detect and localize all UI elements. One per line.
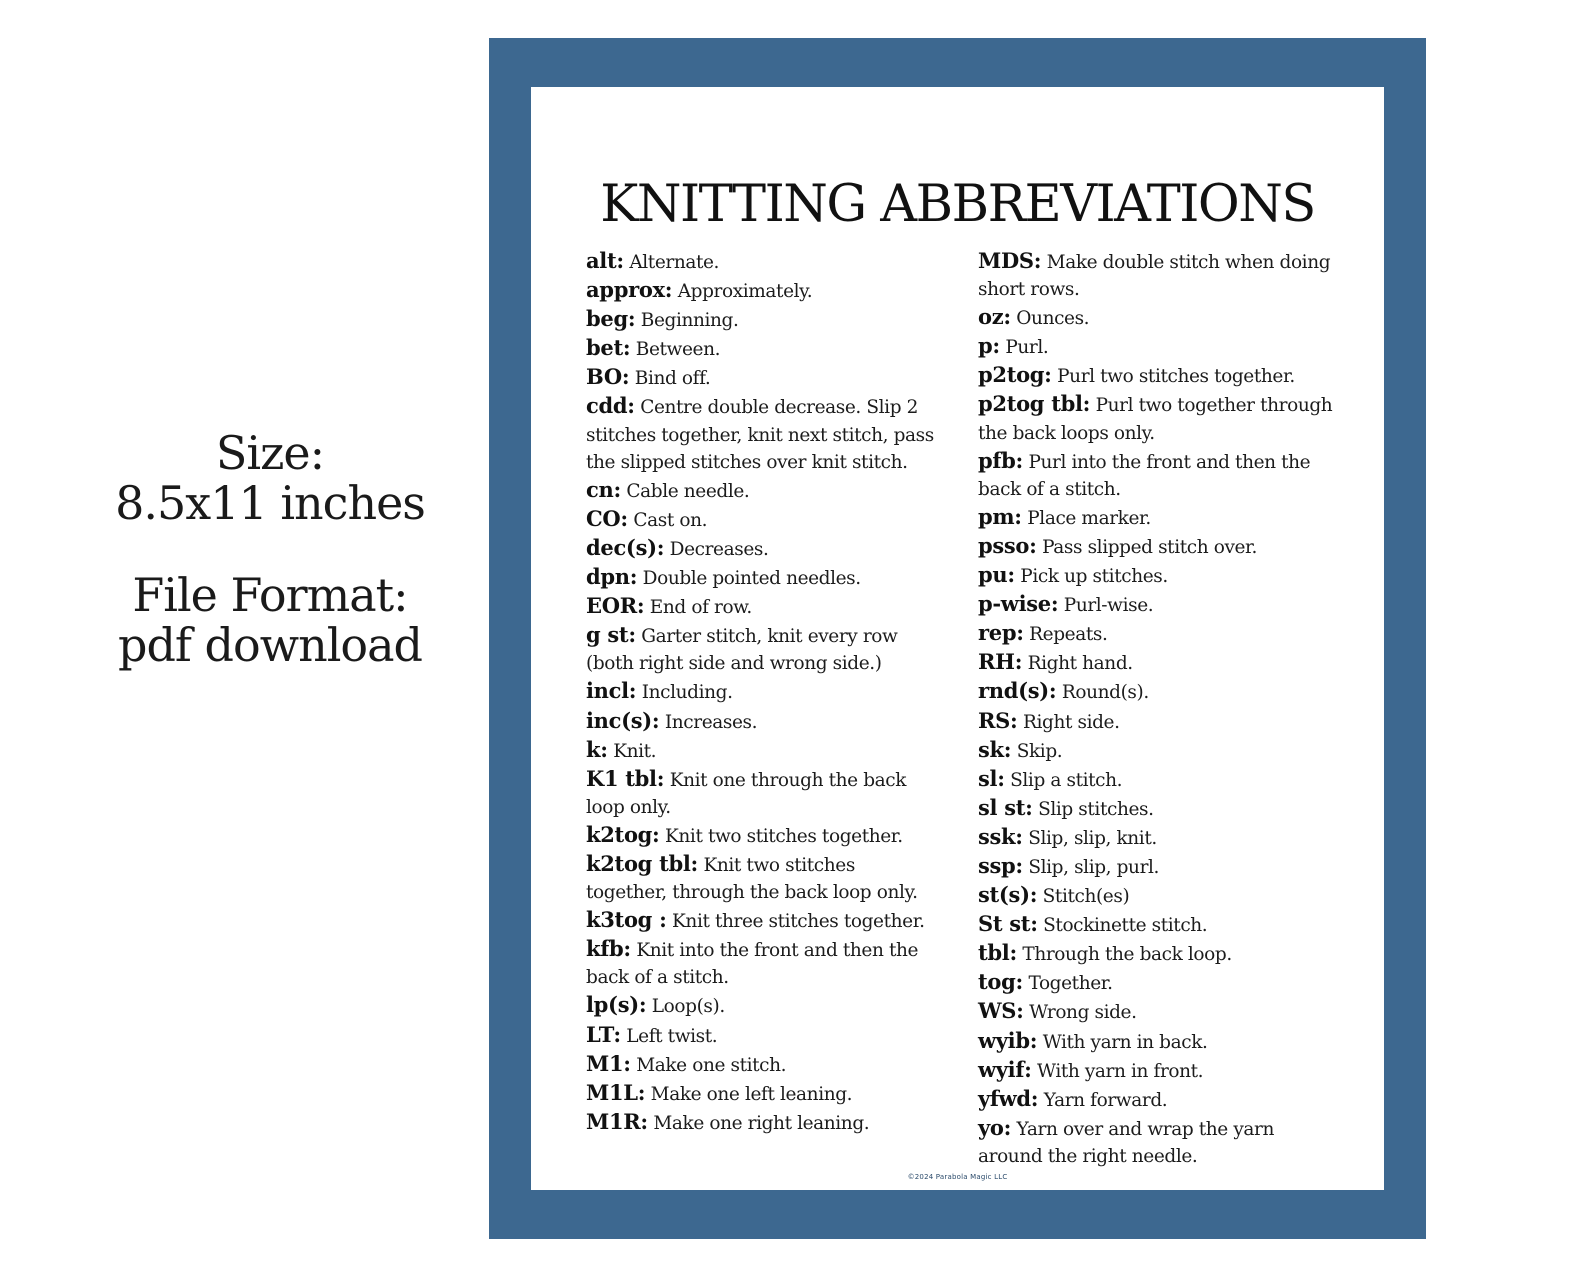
abbreviation-term: cn: [586,476,621,502]
abbreviation-definition: Purl. [1005,337,1049,359]
abbreviation-entry [978,736,1338,765]
abbreviation-entry [978,823,1338,852]
abbreviation-definition: Left twist. [626,1025,718,1047]
abbreviation-entry [978,532,1338,561]
abbreviation-definition: Right side. [1022,711,1120,733]
abbreviation-term: inc(s): [586,707,660,733]
abbreviations-right-column [978,247,1338,1170]
abbreviation-entry [978,968,1338,997]
abbreviations-left-column [586,247,934,1137]
abbreviation-definition: Knit two stitches together. [665,825,903,847]
abbreviation-entry [586,736,934,765]
abbreviation-term: St st: [978,911,1038,937]
abbreviation-definition: Slip, slip, purl. [1028,856,1160,878]
abbreviation-definition: Decreases. [669,538,769,560]
abbreviation-entry [586,765,934,821]
abbreviation-term: pu: [978,562,1015,588]
abbreviation-term: M1R: [586,1108,648,1134]
abbreviation-term: dpn: [586,564,638,590]
abbreviation-term: wyif: [978,1056,1032,1082]
abbreviation-term: pfb: [978,447,1023,473]
product-info [100,428,440,670]
abbreviation-definition: Slip, slip, knit. [1028,827,1157,849]
abbreviation-entry [978,881,1338,910]
abbreviation-definition: Yarn over and wrap the yarn around the right needle. [978,1118,1274,1167]
abbreviation-term: kfb: [586,936,631,962]
abbreviation-term: p2tog: [978,362,1052,388]
size-value: 8.5x11 inches [115,476,425,530]
abbreviation-term: rnd(s): [978,678,1057,704]
abbreviation-entry [978,910,1338,939]
abbreviation-definition: End of row. [649,597,752,619]
abbreviation-definition: Through the back loop. [1022,944,1232,966]
abbreviation-entry [586,906,934,935]
abbreviation-definition: Repeats. [1029,624,1108,646]
abbreviation-entry [586,276,934,305]
abbreviation-term: alt: [586,248,624,273]
abbreviation-entry [978,561,1338,590]
abbreviation-definition: Make double stitch when doing short rows. [978,252,1331,301]
abbreviation-definition: Bind off. [634,368,711,390]
abbreviation-entry [978,619,1338,648]
abbreviation-definition: Purl two together through the back loops only. [978,395,1333,444]
abbreviation-definition: Place marker. [1027,507,1151,529]
abbreviation-entry [586,1079,934,1108]
abbreviation-entry [586,476,934,505]
abbreviation-term: g st: [586,622,636,648]
abbreviation-definition: Right hand. [1027,653,1133,675]
abbreviation-term: BO: [586,364,630,390]
abbreviation-entry [586,505,934,534]
abbreviation-definition: Approximately. [677,281,813,303]
abbreviation-definition: Including. [641,682,733,704]
abbreviation-term: bet: [586,335,631,361]
abbreviation-term: WS: [978,998,1024,1024]
abbreviation-term: k2tog tbl: [586,850,698,876]
abbreviation-entry [586,563,934,592]
abbreviation-definition: Together. [1028,973,1113,995]
abbreviation-definition: Pass slipped stitch over. [1042,536,1257,558]
abbreviation-definition: Pick up stitches. [1020,566,1168,588]
abbreviation-term: ssp: [978,852,1023,878]
abbreviation-definition: Beginning. [640,310,739,332]
abbreviation-term: beg: [586,306,636,332]
abbreviation-definition: Make one left leaning. [650,1083,853,1105]
abbreviation-term: sl: [978,765,1005,791]
format-value: pdf download [118,618,422,672]
abbreviation-term: cdd: [586,393,635,419]
abbreviation-entry [978,794,1338,823]
abbreviation-entry [586,821,934,850]
abbreviation-definition: Stitch(es) [1042,886,1130,908]
abbreviation-entry [586,707,934,736]
abbreviation-definition: Increases. [664,711,758,733]
abbreviation-term: MDS: [978,248,1042,273]
abbreviation-entry [978,247,1338,303]
abbreviation-term: tog: [978,969,1023,995]
abbreviation-entry [978,939,1338,968]
abbreviation-term: pm: [978,503,1022,529]
abbreviation-definition: Purl-wise. [1063,595,1154,617]
abbreviation-definition: Skip. [1016,740,1063,762]
abbreviation-term: incl: [586,678,637,704]
abbreviation-entry [978,1114,1338,1170]
abbreviation-definition: Make one stitch. [636,1054,787,1076]
abbreviation-entry [586,1050,934,1079]
abbreviation-term: st(s): [978,882,1038,908]
abbreviation-entry [586,392,934,475]
abbreviation-definition: Round(s). [1061,682,1149,704]
abbreviation-term: RH: [978,649,1023,675]
abbreviation-entry [586,621,934,677]
abbreviation-definition: Knit two stitches together, through the back loop only. [586,854,918,904]
size-label: Size: [215,426,325,480]
abbreviation-entry [978,361,1338,390]
abbreviation-definition: Yarn forward. [1043,1089,1168,1111]
abbreviation-definition: Knit. [613,740,657,762]
abbreviation-entry [586,850,934,906]
format-label: File Format: [132,568,408,622]
abbreviation-entry [586,305,934,334]
abbreviation-entry [586,677,934,706]
abbreviation-term: approx: [586,277,673,303]
abbreviation-term: sl st: [978,794,1033,820]
abbreviation-definition: Slip a stitch. [1010,769,1123,791]
abbreviation-term: CO: [586,505,628,531]
abbreviation-entry [586,991,934,1020]
abbreviation-definition: With yarn in front. [1037,1060,1204,1082]
abbreviation-definition: Make one right leaning. [653,1112,870,1134]
abbreviation-entry [978,707,1338,736]
abbreviation-term: sk: [978,736,1012,762]
abbreviation-term: p: [978,333,1000,359]
abbreviation-term: p-wise: [978,591,1059,617]
abbreviation-term: oz: [978,304,1011,330]
abbreviation-term: k3tog : [586,907,667,933]
abbreviation-entry [978,447,1338,503]
abbreviation-entry [978,1027,1338,1056]
abbreviation-definition: Purl two stitches together. [1057,366,1295,388]
abbreviation-definition: Garter stitch, knit every row (both right side and wrong side.) [586,626,898,675]
abbreviation-entry [978,765,1338,794]
abbreviation-entry [978,1085,1338,1114]
abbreviation-term: M1: [586,1050,631,1076]
abbreviation-entry [586,534,934,563]
abbreviation-term: dec(s): [586,534,665,560]
abbreviation-definition: Loop(s). [651,996,725,1018]
abbreviation-definition: Knit into the front and then the back of a stitch. [586,940,919,989]
abbreviation-entry [978,390,1338,446]
abbreviation-definition: Centre double decrease. Slip 2 stitches together, knit next stitch, pass the slipped stitches over knit stitch. [586,397,934,473]
abbreviation-entry [586,334,934,363]
document-title: KNITTING ABBREVIATIONS [600,175,1315,234]
abbreviation-term: M1L: [586,1079,646,1105]
abbreviation-entry [978,332,1338,361]
abbreviation-entry [978,1056,1338,1085]
abbreviation-definition: With yarn in back. [1042,1031,1208,1053]
abbreviation-definition: Cable needle. [626,480,750,502]
abbreviation-term: k2tog: [586,821,660,847]
abbreviation-term: psso: [978,532,1037,558]
abbreviation-term: K1 tbl: [586,765,665,791]
abbreviation-definition: Wrong side. [1029,1002,1137,1024]
abbreviation-term: rep: [978,620,1024,646]
abbreviation-definition: Ounces. [1016,308,1090,330]
printable-page [531,87,1384,1190]
abbreviation-term: yo: [978,1114,1012,1140]
abbreviation-term: k: [586,736,608,762]
abbreviation-entry [586,1021,934,1050]
abbreviation-entry [978,503,1338,532]
abbreviation-entry [586,363,934,392]
abbreviation-term: yfwd: [978,1085,1039,1111]
abbreviation-entry [586,935,934,991]
abbreviation-entry [586,1108,934,1137]
abbreviation-term: p2tog tbl: [978,391,1091,417]
abbreviation-term: ssk: [978,823,1023,849]
abbreviation-entry [978,590,1338,619]
copyright-notice: ©2024 Parabola Magic LLC [907,1173,1008,1181]
abbreviation-definition: Knit one through the back loop only. [586,769,907,818]
abbreviation-entry [978,997,1338,1026]
abbreviation-entry [586,592,934,621]
abbreviation-term: lp(s): [586,992,647,1018]
abbreviation-term: EOR: [586,593,645,619]
abbreviation-entry [978,303,1338,332]
abbreviation-definition: Cast on. [633,509,708,531]
abbreviation-definition: Stockinette stitch. [1043,915,1208,937]
abbreviation-definition: Between. [635,339,721,361]
abbreviation-definition: Knit three stitches together. [672,911,925,933]
abbreviation-definition: Double pointed needles. [642,568,861,590]
abbreviation-entry [978,648,1338,677]
abbreviation-definition: Alternate. [629,252,720,273]
abbreviation-entry [978,677,1338,706]
abbreviation-term: wyib: [978,1027,1038,1053]
abbreviation-term: LT: [586,1021,621,1047]
abbreviation-entry [978,852,1338,881]
abbreviation-term: RS: [978,707,1018,733]
abbreviation-definition: Purl into the front and then the back of a stitch. [978,451,1311,500]
abbreviation-term: tbl: [978,940,1017,966]
abbreviation-entry [586,247,934,276]
abbreviation-definition: Slip stitches. [1038,798,1154,820]
